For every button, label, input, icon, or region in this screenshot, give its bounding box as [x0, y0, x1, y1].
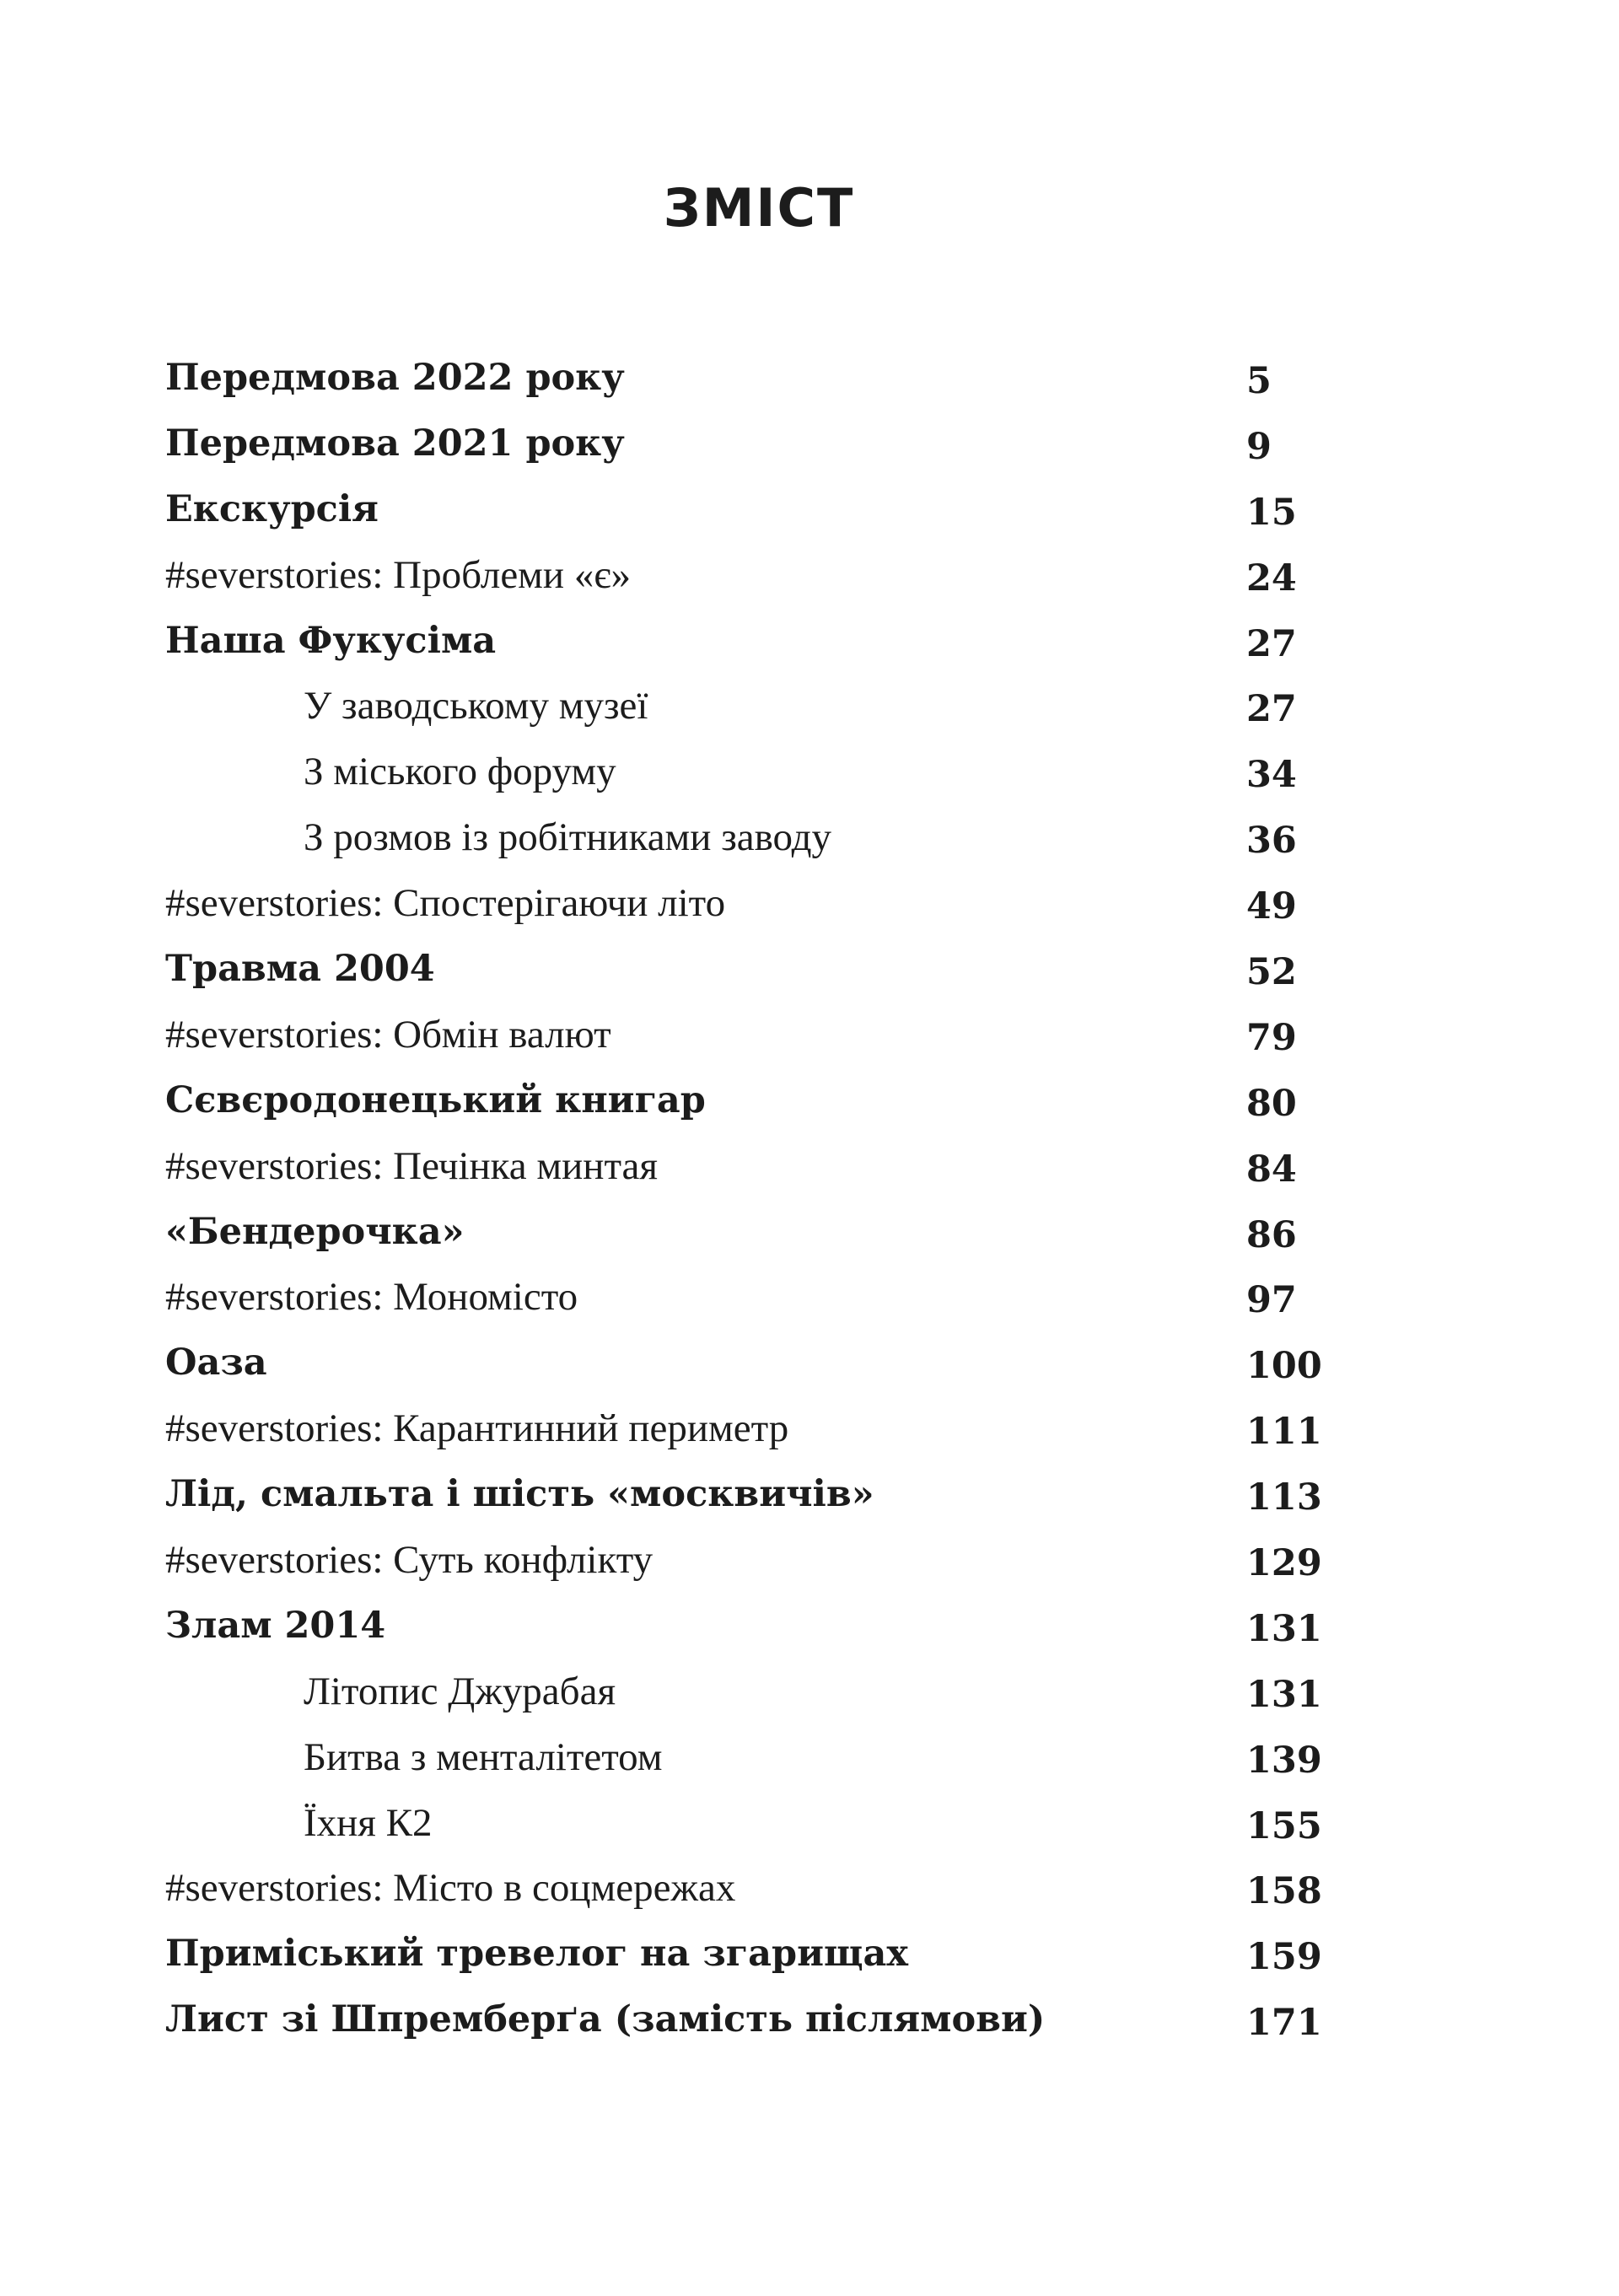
toc-entry — [165, 358, 1346, 423]
toc-entry-page-number: 9 — [1246, 425, 1272, 468]
toc-entry — [165, 1408, 1346, 1474]
toc-entry — [165, 1342, 1346, 1408]
toc-entry-title: Їхня К2 — [304, 1800, 433, 1845]
toc-entry-title: Травма 2004 — [165, 948, 435, 991]
toc-entry — [165, 883, 1346, 949]
toc-entry-title: З міського форуму — [304, 750, 616, 794]
toc-entry-title: #severstories: Печінка минтая — [165, 1143, 659, 1188]
toc-entry — [165, 1014, 1346, 1080]
toc-entry-page-number: 27 — [1246, 688, 1297, 731]
toc-entry-title: Передмова 2022 року — [165, 357, 625, 399]
toc-entry-page-number: 111 — [1246, 1411, 1322, 1454]
toc-entry-title: Екскурсія — [165, 487, 379, 530]
toc-entry-title: #severstories: Карантинний периметр — [165, 1406, 789, 1451]
toc-entry-title: Оаза — [165, 1342, 267, 1385]
toc-entry — [165, 1734, 1346, 1803]
toc-entry — [165, 1474, 1346, 1540]
toc-entry-title: #severstories: Суть конфлікту — [165, 1538, 654, 1583]
toc-entry-page-number: 79 — [1246, 1016, 1297, 1059]
toc-entry — [165, 1999, 1346, 2065]
toc-entry-title: Лід, смальта і шість «москвичів» — [165, 1473, 874, 1516]
toc-entry — [165, 552, 1346, 621]
toc-entry-page-number: 15 — [1246, 491, 1297, 534]
toc-entry-page-number: 171 — [1246, 2002, 1322, 2045]
toc-entry — [165, 1933, 1346, 1999]
toc-entry-page-number: 159 — [1246, 1936, 1322, 1979]
toc-entry — [165, 1143, 1346, 1212]
toc-entry-page-number: 27 — [1246, 622, 1297, 665]
toc-entry-page-number: 131 — [1246, 1607, 1322, 1650]
toc-entry-page-number: 139 — [1246, 1739, 1322, 1782]
toc-entry — [165, 1540, 1346, 1605]
toc-entry — [165, 949, 1346, 1014]
toc-entry — [165, 1800, 1346, 1869]
toc-entry-title: #severstories: Мономісто — [165, 1275, 578, 1320]
toc-entry-title: Передмова 2021 року — [165, 422, 625, 465]
toc-entry — [165, 1212, 1346, 1277]
toc-entry-title: Сєвєродонецький книгар — [165, 1078, 706, 1121]
toc-entry-page-number: 158 — [1246, 1870, 1322, 1913]
toc-entry — [165, 621, 1346, 686]
toc-entry-page-number: 113 — [1246, 1476, 1322, 1519]
toc-entry-title: Битва з менталітетом — [304, 1734, 663, 1779]
toc-entry-title: З розмов із робітниками заводу — [304, 815, 832, 860]
toc-entry — [165, 1277, 1346, 1342]
toc-entry-page-number: 49 — [1246, 885, 1297, 928]
toc-entry-page-number: 129 — [1246, 1542, 1322, 1585]
toc-entry — [165, 1671, 1346, 1737]
toc-entry-page-number: 34 — [1246, 754, 1297, 797]
toc-entry-title: У заводському музеї — [304, 684, 648, 729]
toc-entry — [165, 489, 1346, 555]
toc-entry — [165, 1080, 1346, 1146]
toc-entry-title: #severstories: Обмін валют — [165, 1012, 611, 1057]
toc-entry — [165, 686, 1346, 751]
toc-entry-page-number: 97 — [1246, 1279, 1297, 1322]
toc-entry-page-number: 131 — [1246, 1673, 1322, 1716]
toc-entry-page-number: 86 — [1246, 1213, 1297, 1256]
toc-entry-title: Приміський тревелог на згарищах — [165, 1933, 908, 1976]
toc-entry-title: #severstories: Місто в соцмережах — [165, 1866, 736, 1911]
toc-entry-page-number: 155 — [1246, 1804, 1322, 1847]
page-title: ЗМІСТ — [663, 177, 855, 239]
toc-entry-title: Злам 2014 — [165, 1604, 386, 1647]
toc-entry-page-number: 5 — [1246, 360, 1272, 402]
toc-entry-page-number: 24 — [1246, 557, 1297, 600]
toc-entry-title: «Бендерочка» — [165, 1210, 465, 1253]
toc-entry — [165, 817, 1346, 883]
toc-entry-title: Літопис Джурабая — [304, 1669, 616, 1713]
toc-entry — [165, 1605, 1346, 1671]
toc-entry-page-number: 52 — [1246, 951, 1297, 994]
toc-entry — [165, 1868, 1346, 1933]
toc-entry-page-number: 36 — [1246, 820, 1297, 863]
toc-entry — [165, 423, 1346, 489]
toc-entry-title: Лист зі Шпремберґа (замість післямови) — [165, 1998, 1046, 2041]
toc-entry-page-number: 80 — [1246, 1082, 1297, 1125]
toc-entry-title: #severstories: Проблеми «є» — [165, 552, 631, 597]
toc-entry-page-number: 100 — [1246, 1345, 1322, 1388]
toc-entry-title: Наша Фукусіма — [165, 619, 497, 662]
toc-list — [165, 358, 1346, 2065]
toc-entry-page-number: 84 — [1246, 1148, 1297, 1191]
toc-entry-title: #severstories: Спостерігаючи літо — [165, 881, 726, 926]
toc-entry — [165, 751, 1346, 817]
